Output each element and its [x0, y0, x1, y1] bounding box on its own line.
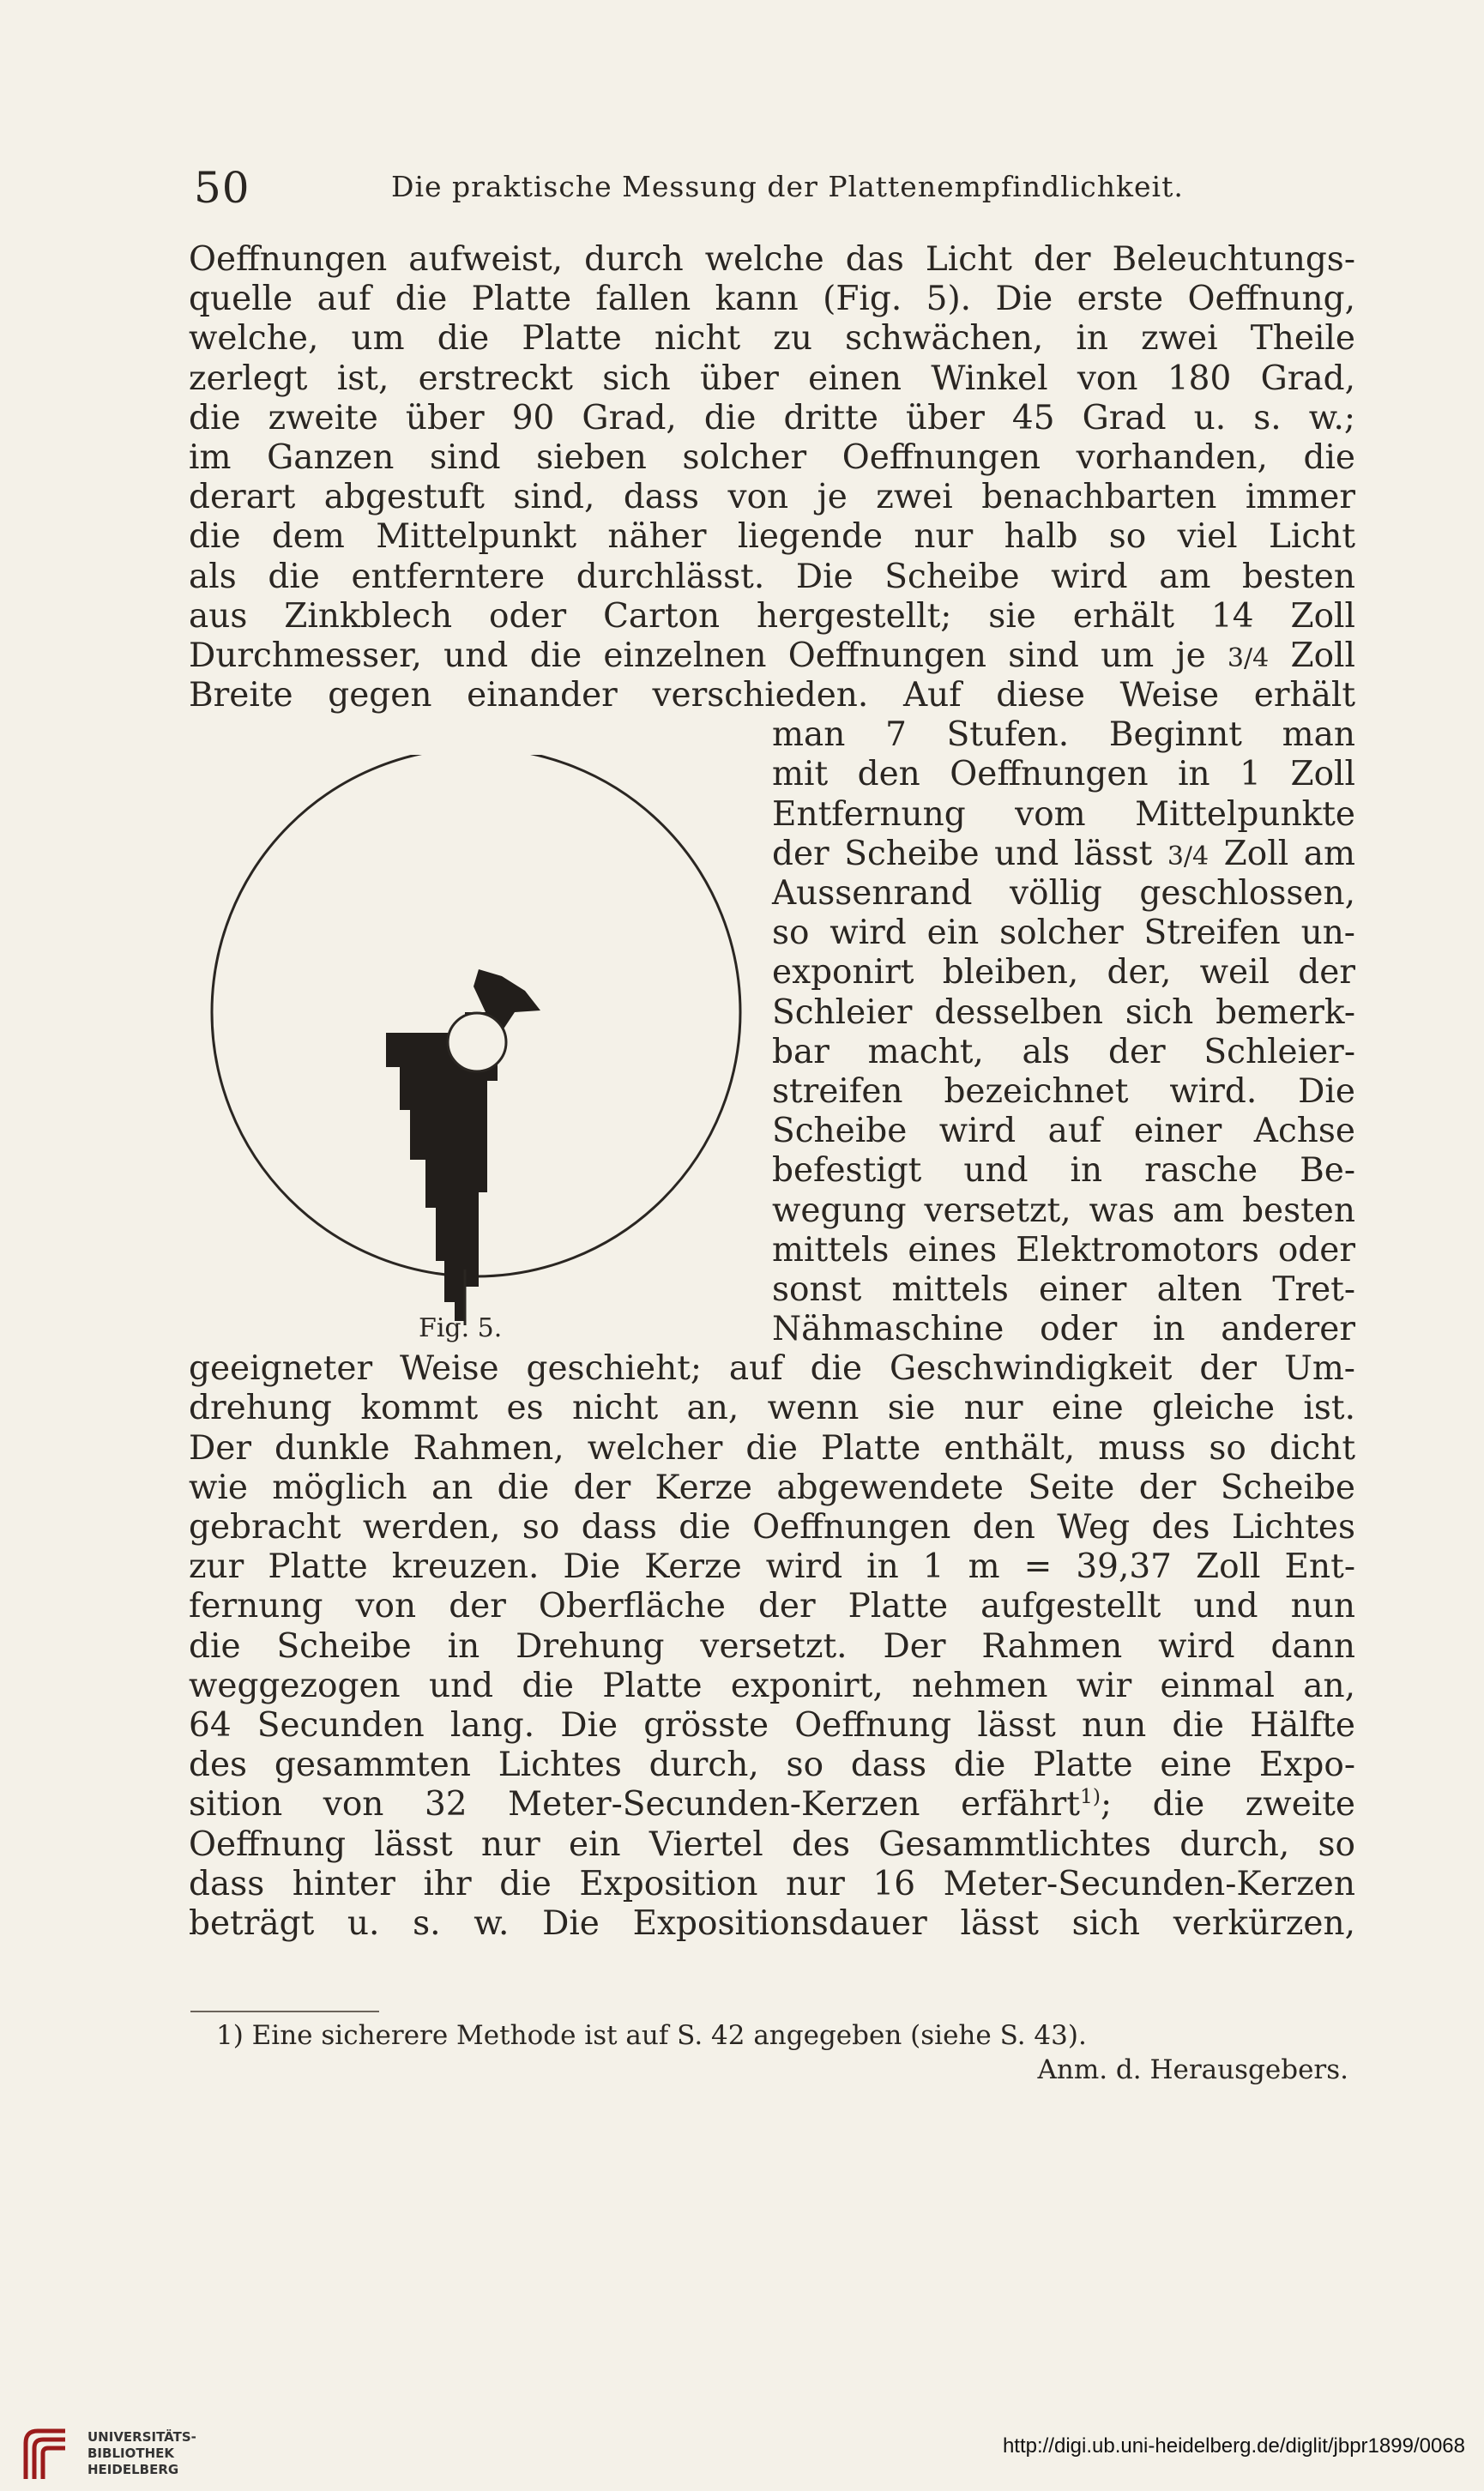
source-url-link[interactable]: http://digi.ub.uni-heidelberg.de/diglit/jbpr1899/0068 — [1002, 2434, 1465, 2458]
text-line: Scheibe wird auf einer Achse — [772, 1112, 1355, 1151]
text-segment: Durchmesser, und die einzelnen Oeffnungen sind um je — [189, 636, 1206, 675]
text-line: derart abgestuft sind, dass von je zwei benachbarten immer — [189, 478, 1355, 517]
footnote-reference: 1) — [1079, 1784, 1101, 1809]
text-line: im Ganzen sind sieben solcher Oeffnungen vorhanden, die — [189, 437, 1355, 477]
text-line: wegung versetzt, was am besten — [772, 1191, 1355, 1230]
text-line: die dem Mittelpunkt näher liegende nur halb so viel Licht — [189, 517, 1355, 557]
text-line: streifen bezeichnet wird. Die — [772, 1071, 1355, 1111]
page-number: 50 — [194, 163, 250, 213]
text-line: zerlegt ist, erstreckt sich über einen Winkel von 180 Grad, — [189, 359, 1355, 398]
text-line-with-footnote — [189, 1785, 1355, 1825]
text-line-with-fraction — [772, 835, 1355, 874]
page-header — [194, 163, 1343, 214]
text-line: aus Zinkblech oder Carton hergestellt; sie erhält 14 Zoll — [189, 596, 1355, 636]
text-line: gebracht werden, so dass die Oeffnungen den Weg des Lichtes — [189, 1508, 1355, 1547]
text-line: Breite gegen einander verschieden. Auf diese Weise erhält — [189, 676, 1355, 715]
footnote — [216, 2018, 1348, 2087]
text-line: sonst mittels einer alten Tret- — [772, 1270, 1355, 1309]
text-line: des gesammten Lichtes durch, so dass die Platte eine Expo- — [189, 1746, 1355, 1785]
institution-name — [87, 2429, 196, 2478]
footnote-divider — [190, 2011, 379, 2012]
text-line: die Scheibe in Drehung versetzt. Der Rahmen wird dann — [189, 1626, 1355, 1666]
text-line: quelle auf die Platte fallen kann (Fig. 5). Die erste Oeffnung, — [189, 280, 1355, 319]
institution-line: UNIVERSITÄTS- — [87, 2429, 196, 2445]
footnote-text: 1) Eine sicherere Methode ist auf S. 42 angegeben (siehe S. 43). — [216, 2020, 1087, 2051]
library-logo-icon — [17, 2424, 81, 2488]
text-line-with-fraction — [189, 636, 1355, 676]
institution-line: HEIDELBERG — [87, 2462, 179, 2477]
text-line: Der dunkle Rahmen, welcher die Platte enthält, muss so dicht — [189, 1428, 1355, 1468]
running-title: Die praktische Messung der Plattenempfindlichkeit. — [391, 170, 1184, 203]
text-segment: ; die zweite — [1100, 1785, 1355, 1825]
text-line: Schleier desselben sich bemerk- — [772, 992, 1355, 1032]
text-line: weggezogen und die Platte exponirt, nehmen wir einmal an, — [189, 1666, 1355, 1705]
text-line: Oeffnungen aufweist, durch welche das Licht der Beleuchtungs- — [189, 240, 1355, 279]
text-line: so wird ein solcher Streifen un- — [772, 914, 1355, 953]
footer-bar — [0, 2419, 1484, 2491]
text-segment: Zoll am — [1223, 834, 1355, 873]
text-line: mit den Oeffnungen in 1 Zoll — [772, 755, 1355, 794]
text-segment: sition von 32 Meter-Secunden-Kerzen erfährt — [189, 1785, 1080, 1825]
fraction: 3/4 — [1227, 642, 1270, 673]
text-line: Entfernung vom Mittelpunkte — [772, 794, 1355, 834]
text-line: Nähmaschine oder in anderer — [772, 1310, 1355, 1349]
text-line: dass hinter ihr die Exposition nur 16 Meter-Secunden-Kerzen — [189, 1864, 1355, 1903]
text-line: Oeffnung lässt nur ein Viertel des Gesammtlichtes durch, so — [189, 1825, 1355, 1864]
fraction: 3/4 — [1167, 841, 1210, 872]
footnote-signature: Anm. d. Herausgebers. — [1037, 2054, 1348, 2085]
text-line: exponirt bleiben, der, weil der — [772, 953, 1355, 992]
text-segment: Zoll — [1290, 636, 1355, 675]
text-line: befestigt und in rasche Be- — [772, 1151, 1355, 1191]
text-line: fernung von der Oberfläche der Platte aufgestellt und nun — [189, 1587, 1355, 1626]
text-line: welche, um die Platte nicht zu schwächen, in zwei Theile — [189, 319, 1355, 359]
text-line: wie möglich an die der Kerze abgewendete Seite der Scheibe — [189, 1468, 1355, 1507]
text-line: Aussenrand völlig geschlossen, — [772, 874, 1355, 913]
text-line: man 7 Stufen. Beginnt man — [772, 715, 1355, 755]
figure-disc-diagram — [206, 755, 755, 1355]
text-line: 64 Secunden lang. Die grösste Oeffnung lässt nun die Hälfte — [189, 1705, 1355, 1745]
text-line: zur Platte kreuzen. Die Kerze wird in 1 m = 39,37 Zoll Ent- — [189, 1547, 1355, 1587]
text-segment: der Scheibe und lässt — [772, 834, 1153, 873]
figure-caption: Fig. 5. — [419, 1313, 503, 1343]
disc-center-hub — [448, 1013, 506, 1071]
text-line: drehung kommt es nicht an, wenn sie nur eine gleiche ist. — [189, 1389, 1355, 1428]
text-line: bar macht, als der Schleier- — [772, 1032, 1355, 1071]
text-line: mittels eines Elektromotors oder — [772, 1230, 1355, 1270]
text-line: die zweite über 90 Grad, die dritte über 45 Grad u. s. w.; — [189, 398, 1355, 437]
text-line: als die entferntere durchlässt. Die Scheibe wird am besten — [189, 557, 1355, 596]
institution-line: BIBLIOTHEK — [87, 2446, 174, 2461]
text-line: beträgt u. s. w. Die Expositionsdauer lässt sich verkürzen, — [189, 1903, 1355, 1943]
text-line: geeigneter Weise geschieht; auf die Geschwindigkeit der Um- — [189, 1349, 1355, 1389]
